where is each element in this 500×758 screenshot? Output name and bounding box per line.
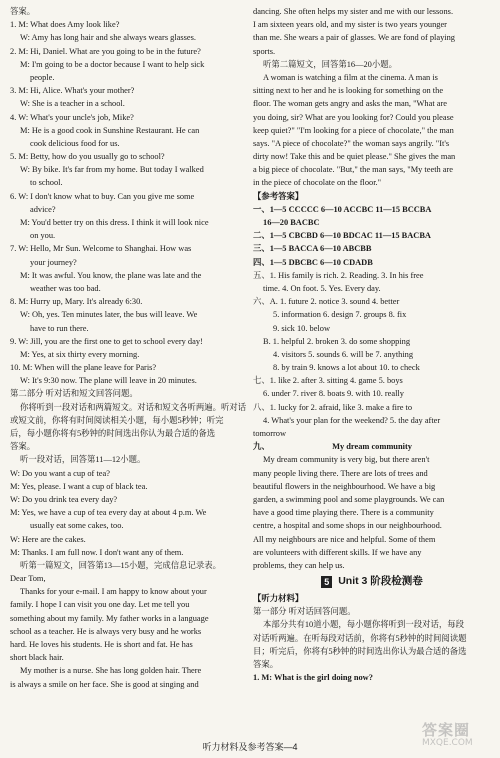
text-line: M: Yes, at six thirty every morning. — [20, 349, 140, 359]
text-line: 目；听完后，你将有5秒钟的时间选出你认为最合适的备选 — [253, 646, 467, 656]
text-line: 3. M: Hi, Alice. What's your mother? — [10, 86, 135, 96]
text-line: 对话听两遍。在听每段对话前，你将有5秒钟的时间阅读题 — [253, 633, 467, 643]
text-line: school as a teacher. He is always very busy and he works — [10, 626, 202, 636]
text-line: 【参考答案】 — [253, 191, 304, 201]
text-line: dirty now! Take this and be quiet please." She gives the man — [253, 152, 456, 162]
text-line: 听第一篇短文，回答第13—15小题，完成信息记录表。 — [20, 560, 221, 570]
right-top-section — [253, 5, 491, 440]
text-line: Thanks for your e-mail. I am happy to know about your — [20, 587, 207, 597]
text-line: on you. — [30, 231, 56, 241]
text-line: 答案。 — [10, 7, 36, 16]
text-line: My mother is a nurse. She has long golden hair. There — [20, 666, 202, 676]
text-line: 2. M: Hi, Daniel. What are you going to be in the future? — [10, 46, 201, 56]
text-line: are volunteers with different skills. If we have any — [253, 547, 422, 557]
text-line: garden, a swimming pool and some playgrounds. We can — [253, 494, 445, 504]
text-line: keep quiet?" "I'm looking for a piece of chocolate," the man — [253, 125, 454, 135]
text-line: 9. sick 10. below — [273, 323, 330, 333]
text-line: 二、1—5 CBCBD 6—10 BDCAC 11—15 BACBA — [253, 231, 431, 241]
text-line: 8. M: Hurry up, Mary. It's already 6:30. — [10, 297, 143, 307]
text-line: 四、1—5 DBCBC 6—10 CDADB — [253, 257, 373, 267]
text-line: M: Yes, we have a cup of tea every day at about 4 p.m. We — [10, 508, 207, 518]
text-line: something about my family. My father works in a language — [10, 613, 209, 623]
text-line: 六、A. 1. future 2. notice 3. sound 4. better — [253, 297, 400, 307]
text-line: 5. information 6. design 7. groups 8. fix — [273, 310, 407, 320]
text-line: 6. under 7. river 8. boats 9. with 10. really — [263, 389, 404, 399]
text-line: weather was too bad. — [30, 283, 101, 293]
right-bottom-section — [253, 592, 491, 684]
text-line: 10. M: When will the plane leave for Paris? — [10, 363, 157, 373]
text-line: 八、1. lucky for 2. afraid, like 3. make a fire to — [253, 402, 413, 412]
watermark-text: 答案圈 — [422, 721, 471, 739]
text-line: 或短文前，你将有时间阅读相关小题，每小题5秒钟；听完 — [10, 415, 224, 425]
watermark-logo — [422, 721, 492, 756]
text-line: in the piece of chocolate on the floor." — [253, 178, 382, 188]
text-line: 后，每小题你将有5秒钟的时间选出你认为最合适的备选 — [10, 429, 216, 438]
text-line: W: She is a teacher in a school. — [20, 99, 125, 109]
essay-body — [253, 453, 491, 572]
text-line: W: Here are the cakes. — [10, 534, 86, 544]
text-line: 五、1. His family is rich. 2. Reading. 3. In his free — [253, 270, 424, 280]
text-line: time. 4. On foot. 5. Yes. Every day. — [263, 283, 381, 293]
text-line: 5. M: Betty, how do you usually go to school? — [10, 152, 165, 162]
right-column — [253, 5, 491, 684]
text-line: M: It was awful. You know, the plane was late and the — [20, 270, 202, 280]
text-line: hard. He loves his students. He is short and fat. He has — [10, 640, 193, 649]
text-line: 1. M: What does Amy look like? — [10, 20, 120, 30]
text-line: 8. by train 9. knows a lot about 10. to check — [273, 363, 420, 373]
text-line: 答案。 — [10, 442, 36, 452]
text-line: is always a smile on her face. She is good at singing and — [10, 679, 199, 689]
text-line: 1. M: What is the girl doing now? — [253, 673, 373, 683]
text-line: 4. W: What's your uncle's job, Mike? — [10, 112, 134, 122]
essay-title: My dream community — [332, 442, 412, 452]
text-line: tomorrow — [253, 429, 287, 438]
text-line: 4. What's your plan for the weekend? 5. the day after — [263, 415, 441, 425]
text-line: people. — [30, 72, 55, 82]
text-line: 听一段对话，回答第11—12小题。 — [20, 455, 146, 465]
text-line: says. "A piece of chocolate?" the woman says angrily. "It's — [253, 138, 450, 148]
text-line: cook delicious food for us. — [30, 138, 120, 148]
text-line: you doing, sir? What are you looking for? Could you please — [253, 112, 454, 122]
text-line: 9. W: Jill, you are the first one to get to school every day! — [10, 336, 203, 346]
text-line: W: Oh, yes. Ten minutes later, the bus will leave. We — [20, 310, 198, 320]
text-line: dancing. She often helps my sister and me with our lessons. — [253, 7, 454, 16]
text-line: have to run there. — [30, 323, 89, 333]
page-footer: 听力材料及参考答案—4 — [202, 741, 298, 752]
text-line: 第一部分 听对话回答问题。 — [253, 607, 356, 617]
text-line: 你将听到一段对话和两篇短文。对话和短文各听两遍。听对话 — [20, 402, 247, 412]
text-line: 三、1—5 BACCA 6—10 ABCBB — [253, 244, 372, 254]
text-line: 4. visitors 5. sounds 6. will be 7. anything — [273, 349, 414, 359]
text-line: M: I'm going to be a doctor because I want to help sick — [20, 59, 205, 69]
text-line: W: Do you want a cup of tea? — [10, 468, 110, 478]
text-line: 7. W: Hello, Mr Sun. Welcome to Shanghai. How was — [10, 244, 192, 254]
text-line: I am sixteen years old, and my sister is two years younger — [253, 20, 447, 30]
text-line: 6. W: I don't know what to buy. Can you give me some — [10, 191, 195, 201]
text-line: centre, a hospital and some shops in our neighbourhood. — [253, 521, 442, 531]
text-line: a big piece of chocolate. "But," the man says, "My teeth are — [253, 165, 454, 175]
text-line: problems, they can help us. — [253, 560, 345, 570]
text-line: short black hair. — [10, 653, 64, 663]
text-line: Dear Tom, — [10, 574, 46, 584]
text-line: W: It's 9:30 now. The plane will leave in 20 minutes. — [20, 376, 197, 386]
text-line: M: Thanks. I am full now. I don't want any of them. — [10, 547, 184, 557]
text-line: 【听力材料】 — [253, 594, 304, 604]
text-line: 一、1—5 CCCCC 6—10 ACCBC 11—15 BCCBA — [253, 204, 432, 214]
text-line: B. 1. helpful 2. broken 3. do some shopping — [263, 336, 411, 346]
unit-heading — [253, 574, 491, 590]
text-line: W: Amy has long hair and she always wears glasses. — [20, 33, 196, 43]
text-line: many people living there. There are lots of trees and — [253, 468, 428, 478]
essay-section-number: 九、 — [253, 442, 270, 452]
text-line: have a good time playing there. There is a community — [253, 508, 434, 518]
text-line: your journey? — [30, 257, 77, 267]
unit-title: Unit 3 阶段检测卷 — [338, 575, 423, 588]
text-line: than me. She wears a pair of glasses. We are fond of playing — [253, 33, 455, 43]
text-line: 第二部分 听对话和短文回答问题。 — [10, 389, 138, 399]
text-line: 听第二篇短文，回答第16—20小题。 — [263, 59, 397, 69]
text-line: beautiful flowers in the neighbourhood. We have a big — [253, 481, 436, 491]
left-column — [10, 5, 247, 691]
essay-heading-row — [253, 440, 491, 453]
text-line: W: Do you drink tea every day? — [10, 494, 118, 504]
text-line: 16—20 BACBC — [263, 218, 320, 227]
text-line: W: By bike. It's far from my home. But today I walked — [20, 165, 204, 175]
text-line: floor. The woman gets angry and asks the man, "What are — [253, 99, 447, 109]
text-line: All my neighbours are nice and helpful. Some of them — [253, 534, 436, 544]
text-line: M: He is a good cook in Sunshine Restaurant. He can — [20, 125, 200, 135]
text-line: 答案。 — [253, 660, 279, 669]
watermark-url: MXQE.COM — [422, 738, 473, 749]
text-line: 本部分共有10道小题，每小题你将听到一段对话，每段 — [263, 620, 464, 630]
text-line: 七、1. like 2. after 3. sitting 4. game 5. boys — [253, 376, 403, 386]
text-line: sports. — [253, 46, 276, 56]
text-line: M: Yes, please. I want a cup of black tea. — [10, 481, 148, 491]
text-line: to school. — [30, 178, 63, 188]
text-line: My dream community is very big, but there aren't — [263, 455, 430, 465]
text-line: A woman is watching a film at the cinema. A man is — [263, 72, 438, 82]
text-line: M: You'd better try on this dress. I think it will look nice — [20, 218, 209, 227]
text-line: sitting next to her and he is looking for something on the — [253, 86, 444, 96]
text-line: usually eat some cakes, too. — [30, 521, 124, 531]
text-line: family. I hope I can visit you one day. Let me tell you — [10, 600, 190, 610]
unit-number-badge: 5 — [321, 576, 332, 588]
text-line: advice? — [30, 204, 56, 214]
